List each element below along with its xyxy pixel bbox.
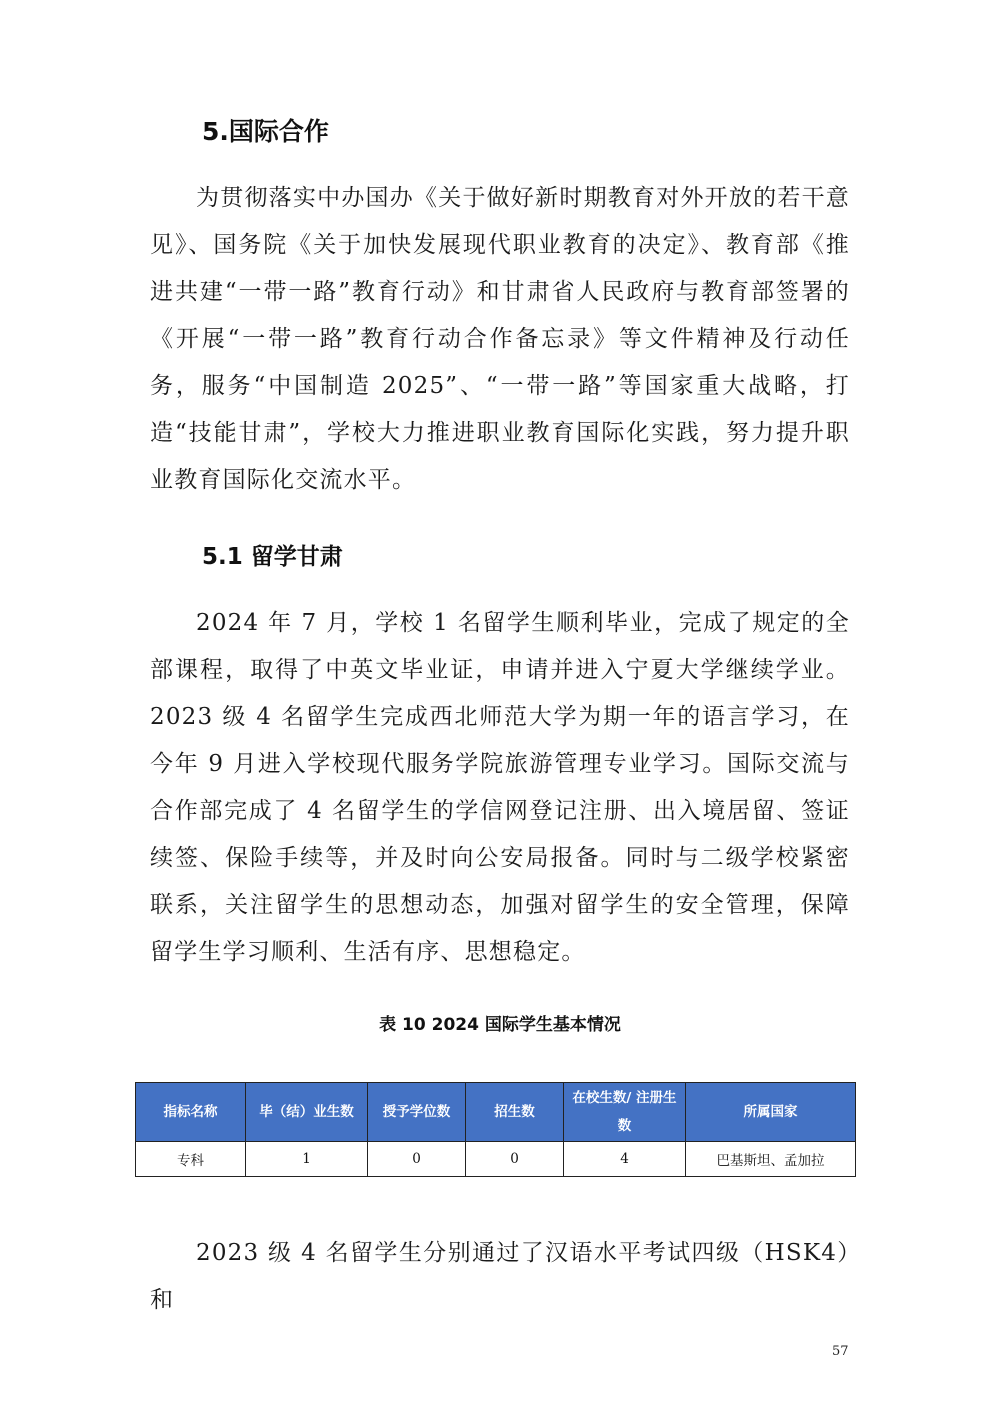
table-header-row	[136, 1083, 856, 1142]
subsection-paragraph: 2024 年 7 月，学校 1 名留学生顺利毕业，完成了规定的全部课程，取得了中英文毕业证，申请并进入宁夏大学继续学业。2023 级 4 名留学生完成西北师范大学为期一年的语言学习，在今年 9 月进入学校现代服务学院旅游管理专业学习。国际交流与合作部完成了 4 名留学生的学信网登记注册、出入境居留、签证续签、保险手续等，并及时向公安局报备。同时与二级学校紧密联系，关注留学生的思想动态，加强对留学生的安全管理，保障留学生学习顺利、生活有序、思想稳定。	[150, 610, 850, 965]
header-registered-students: 在校生数/ 注册生数	[564, 1083, 686, 1142]
header-graduates: 毕（结）业生数	[246, 1083, 368, 1142]
cell-graduates: 1	[246, 1142, 368, 1177]
international-students-table	[135, 1082, 856, 1177]
cell-registered-students: 4	[564, 1142, 686, 1177]
cell-degrees-awarded: 0	[368, 1142, 466, 1177]
intro-paragraph: 为贯彻落实中办国办《关于做好新时期教育对外开放的若干意见》、国务院《关于加快发展现代职业教育的决定》、教育部《推进共建“一带一路”教育行动》和甘肃省人民政府与教育部签署的《开展“一带一路”教育行动合作备忘录》等文件精神及行动任务，服务“中国制造 2025”、“一带一路”等国家重大战略，打造“技能甘肃”，学校大力推进职业教育国际化实践，努力提升职业教育国际化交流水平。	[150, 185, 850, 493]
header-indicator-name: 指标名称	[136, 1083, 246, 1142]
cell-indicator-name: 专科	[136, 1142, 246, 1177]
section-heading: 5.国际合作	[202, 117, 329, 146]
header-enrollment: 招生数	[466, 1083, 564, 1142]
page-number: 57	[832, 1344, 849, 1359]
closing-paragraph: 2023 级 4 名留学生分别通过了汉语水平考试四级（HSK4）和	[150, 1240, 850, 1313]
cell-enrollment: 0	[466, 1142, 564, 1177]
cell-country: 巴基斯坦、孟加拉	[686, 1142, 856, 1177]
table-row	[136, 1142, 856, 1177]
header-degrees-awarded: 授予学位数	[368, 1083, 466, 1142]
table-caption: 表 10 2024 国际学生基本情况	[379, 1015, 621, 1035]
subsection-heading: 5.1 留学甘肃	[202, 544, 343, 570]
header-country: 所属国家	[686, 1083, 856, 1142]
